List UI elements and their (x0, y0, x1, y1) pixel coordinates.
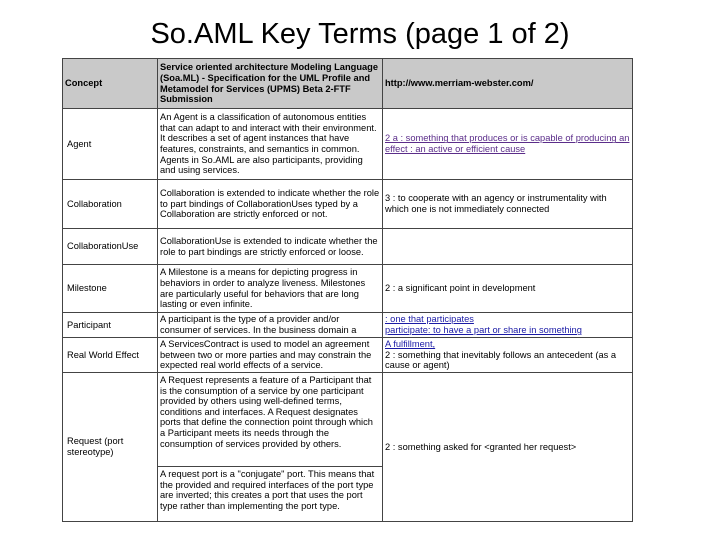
description-cell (158, 373, 383, 522)
header-spec: Service oriented architecture Modeling Language (Soa.ML) - Specification for the UML Profile and Metamodel for Services (UPMS) Beta 2-FTF Submission (158, 59, 383, 109)
table-header-row (63, 59, 633, 109)
table-row (63, 313, 633, 338)
definition-cell (383, 109, 633, 180)
table-row (63, 265, 633, 313)
description-cell: CollaborationUse is extended to indicate whether the role to part bindings are strictly enforced or loose. (158, 229, 383, 265)
definition-cell: 2 : a significant point in development (383, 265, 633, 313)
description-cell: An Agent is a classification of autonomous entities that can adapt to and interact with their environment. It describes a set of agent instances that have features, constraints, and semantics in common. Agents in So.AML are also participants, providing and using services. (158, 109, 383, 180)
table-row (63, 338, 633, 373)
description-cell: A ServicesContract is used to model an agreement between two or more parties and may constrain the expected real world effects of a service. (158, 338, 383, 373)
table-row (63, 180, 633, 229)
page-title: So.AML Key Terms (page 1 of 2) (150, 18, 570, 50)
definition-cell (383, 229, 633, 265)
definition-cell: 2 : something asked for <granted her request> (383, 373, 633, 522)
definition-cell: 3 : to cooperate with an agency or instrumentality with which one is not immediately connected (383, 180, 633, 229)
definition-cell (383, 313, 633, 338)
term-cell: Request (port stereotype) (63, 373, 158, 522)
definition-text: 2 : something that inevitably follows an antecedent (as a cause or agent) (385, 349, 617, 371)
definition-link[interactable]: 2 a : something that produces or is capable of producing an effect : an active or efficient cause (385, 133, 630, 154)
description-cell: Collaboration is extended to indicate whether the role to part bindings of CollaborationUses typed by a Collaboration are strictly enforced or not. (158, 180, 383, 229)
description-part: A request port is a "conjugate" port. This means that the provided and required interfaces of the port type are inverted; this creates a port that uses the port type rather than implementing the port type. (160, 469, 375, 511)
term-cell: Agent (63, 109, 158, 180)
description-part: A Request represents a feature of a Participant that is the consumption of a service by one participant provided by others using well-defined terms, conditions and interfaces. A Request designates ports that define the connection point through which a Participant meets its needs through the consumption of services provided by others. (160, 375, 373, 449)
header-concept: Concept (63, 59, 158, 109)
description-cell: A Milestone is a means for depicting progress in behaviors in order to analyze liveness. Milestones are particularly useful for behaviors that are long lasting or even infinite. (158, 265, 383, 313)
term-cell: Collaboration (63, 180, 158, 229)
term-cell: Participant (63, 313, 158, 338)
header-dictionary: http://www.merriam-webster.com/ (383, 59, 633, 109)
term-cell: Milestone (63, 265, 158, 313)
definition-link[interactable]: : one that participates (385, 314, 474, 325)
term-cell: Real World Effect (63, 338, 158, 373)
description-cell: A participant is the type of a provider and/or consumer of services. In the business domain a (158, 313, 383, 338)
definition-link[interactable]: A fulfillment, (385, 339, 436, 350)
term-cell: CollaborationUse (63, 229, 158, 265)
definition-link[interactable]: participate: to have a part or share in something (385, 325, 582, 335)
table-row (63, 373, 633, 522)
table-row (63, 229, 633, 265)
key-terms-table (62, 58, 633, 522)
table-row (63, 109, 633, 180)
definition-cell (383, 338, 633, 373)
